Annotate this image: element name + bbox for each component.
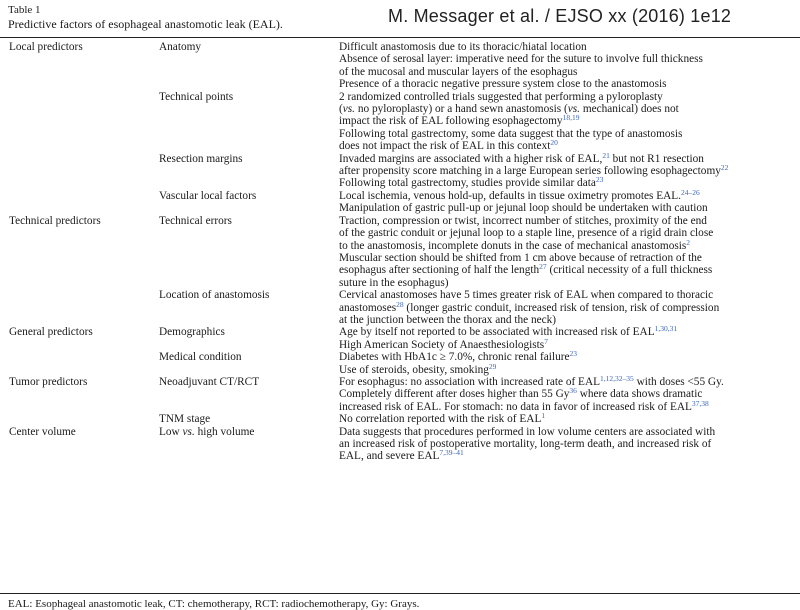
predictor-category-cell <box>0 289 159 301</box>
predictor-category-cell: General predictors <box>9 326 93 339</box>
table-row <box>0 53 800 65</box>
text-run: to the anastomosis, incomplete donuts in the case of mechanical anastomosis <box>339 239 687 252</box>
table-row <box>0 450 800 462</box>
description-cell <box>339 177 800 189</box>
table-row <box>0 413 800 425</box>
table-row <box>0 351 800 363</box>
factor-cell: Medical condition <box>159 351 242 364</box>
table-row <box>0 326 800 338</box>
reference-superscript: 23 <box>595 177 604 185</box>
table-top-rule <box>0 37 800 38</box>
factor-cell: Demographics <box>159 326 225 339</box>
factor-cell <box>159 364 339 376</box>
table-row <box>0 401 800 413</box>
table-row <box>0 252 800 264</box>
predictor-category-cell <box>0 140 159 152</box>
predictor-category-cell <box>0 103 159 115</box>
factor-cell <box>159 388 339 400</box>
predictor-category-cell <box>0 177 159 189</box>
text-run: high volume <box>194 425 255 438</box>
factor-cell: Vascular local factors <box>159 189 257 202</box>
factor-cell <box>159 426 339 438</box>
factor-cell <box>159 240 339 252</box>
text-run: esophagus after sectioning of half the length <box>339 264 540 277</box>
italic-text: vs. <box>567 103 580 116</box>
description-cell <box>339 153 800 165</box>
predictor-category-cell <box>0 252 159 264</box>
table-row <box>0 202 800 214</box>
description-cell: Cervical anastomoses have 5 times greater risk of EAL when compared to thoracic <box>339 289 714 302</box>
predictor-category-cell <box>0 165 159 177</box>
text-run: Age by itself not reported to be associated with increased risk of EAL <box>339 326 655 339</box>
predictor-category-cell <box>0 302 159 314</box>
predictor-category-cell <box>0 128 159 140</box>
text-run: ( <box>339 103 343 116</box>
text-run: does not impact the risk of EAL in this context <box>339 140 551 153</box>
factor-cell <box>159 401 339 413</box>
description-cell <box>339 376 800 388</box>
table-row <box>0 41 800 53</box>
predictor-category-cell <box>0 339 159 351</box>
description-cell: Traction, compression or twist, incorrect number of stitches, proximity of the end <box>339 214 707 227</box>
reference-superscript: 1,12,32–35 <box>600 375 634 383</box>
italic-text: vs. <box>342 103 356 116</box>
factor-cell <box>159 314 339 326</box>
reference-superscript: 36 <box>569 388 577 396</box>
predictor-category-cell <box>0 314 159 326</box>
description-cell <box>339 364 800 376</box>
table-row <box>0 314 800 326</box>
table-row <box>0 376 800 388</box>
factor-cell <box>159 252 339 264</box>
text-run: Low <box>159 425 183 438</box>
description-cell <box>339 401 800 413</box>
table-row <box>0 388 800 400</box>
factor-cell <box>159 103 339 115</box>
text-run: Completely different after doses higher than 55 Gy <box>339 388 570 401</box>
predictor-category-cell <box>0 351 159 363</box>
description-cell: 2 randomized controlled trials suggested that performing a pyloroplasty <box>339 90 663 103</box>
description-cell <box>339 264 800 276</box>
description-cell: Muscular section should be shifted from 1 cm above because of retraction of the <box>339 251 702 264</box>
description-cell: an increased risk of postoperative mortality, long-term death, and increased risk of <box>339 438 712 450</box>
description-cell: of the mucosal and muscular layers of the esophagus <box>339 65 578 78</box>
reference-superscript: 7 <box>544 338 548 346</box>
description-cell: Presence of a thoracic negative pressure system close to the anastomosis <box>339 78 667 91</box>
text-run: no pyloroplasty) or a hand sewn anastomosis ( <box>355 103 568 116</box>
factor-cell <box>159 66 339 78</box>
factor-cell <box>159 202 339 214</box>
table-row <box>0 438 800 450</box>
predictor-category-cell <box>0 413 159 425</box>
reference-superscript: 24–26 <box>680 189 700 197</box>
predictor-category-cell <box>0 401 159 413</box>
text-run: High American Society of Anaesthesiologists <box>339 338 545 351</box>
description-cell: Absence of serosal layer: imperative need for the suture to involve full thickness <box>339 53 703 66</box>
description-cell <box>339 140 800 152</box>
description-cell: Data suggests that procedures performed in low volume centers are associated with <box>339 425 716 438</box>
description-cell: Manipulation of gastric pull-up or jejunal loop should be undertaken with caution <box>339 202 708 215</box>
factor-cell <box>159 165 339 177</box>
table-row <box>0 190 800 202</box>
journal-header: M. Messager et al. / EJSO xx (2016) 1e12 <box>388 6 732 26</box>
factor-cell: TNM stage <box>159 413 211 426</box>
reference-superscript: 29 <box>488 363 497 371</box>
description-cell <box>339 351 800 363</box>
text-run: impact the risk of EAL following esophagectomy <box>339 115 563 128</box>
table-row <box>0 277 800 289</box>
table-row <box>0 153 800 165</box>
description-cell: Following total gastrectomy, some data suggest that the type of anastomosis <box>339 127 683 140</box>
factor-cell: Technical points <box>159 90 234 103</box>
description-cell <box>339 103 800 115</box>
factor-cell <box>159 115 339 127</box>
predictor-category-cell <box>0 190 159 202</box>
description-cell <box>339 115 800 127</box>
factor-cell: Anatomy <box>159 41 202 53</box>
reference-superscript: 21 <box>602 152 610 160</box>
text-run: increased risk of EAL. For stomach: no data in favor of increased risk of EAL <box>339 400 692 413</box>
predictor-category-cell <box>0 438 159 450</box>
text-run: Invaded margins are associated with a higher risk of EAL, <box>339 152 603 165</box>
predictor-category-cell <box>0 364 159 376</box>
description-cell <box>339 240 800 252</box>
reference-superscript: 1,30,31 <box>654 326 678 334</box>
factor-cell <box>159 277 339 289</box>
predictor-category-cell <box>0 66 159 78</box>
factor-cell <box>159 438 339 450</box>
factor-cell <box>159 264 339 276</box>
factor-cell <box>159 177 339 189</box>
text-run: EAL, and severe EAL <box>339 450 440 463</box>
text-run: Diabetes with HbA1c ≥ 7.0%, chronic renal failure <box>339 351 570 364</box>
reference-superscript: 27 <box>539 264 547 272</box>
predictor-category-cell: Local predictors <box>9 41 83 53</box>
table-row <box>0 215 800 227</box>
text-run: (critical necessity of a full thickness <box>546 264 713 277</box>
text-run: after propensity score matching in a large European series following esophagectomy <box>339 165 721 178</box>
description-cell <box>339 388 800 400</box>
description-cell: of the gastric conduit or jejunal loop to a staple line, presence of a rigid drain close <box>339 227 714 240</box>
factor-cell <box>159 227 339 239</box>
description-cell <box>339 339 800 351</box>
reference-superscript: 23 <box>569 351 577 359</box>
text-run: Following total gastrectomy, studies provide similar data <box>339 177 596 190</box>
table-row <box>0 140 800 152</box>
description-cell <box>339 326 800 338</box>
reference-superscript: 20 <box>550 140 558 148</box>
table-row <box>0 66 800 78</box>
italic-text: vs. <box>182 425 195 438</box>
predictor-category-cell <box>0 227 159 239</box>
factor-cell <box>159 128 339 140</box>
text-run: Use of steroids, obesity, smoking <box>339 363 489 376</box>
reference-superscript: 2 <box>686 239 691 247</box>
description-cell <box>339 165 800 177</box>
table-row <box>0 91 800 103</box>
table-body <box>0 41 800 463</box>
table-row <box>0 128 800 140</box>
description-cell <box>339 302 800 314</box>
factor-cell: Technical errors <box>159 214 232 227</box>
text-run: where data shows dramatic <box>576 388 703 401</box>
reference-superscript: 22 <box>720 165 729 173</box>
text-run: mechanical) does not <box>580 103 679 116</box>
predictor-category-cell <box>0 264 159 276</box>
text-run: No correlation reported with the risk of EAL <box>339 413 542 426</box>
predictor-category-cell <box>0 53 159 65</box>
description-cell: Difficult anastomosis due to its thoracic/hiatal location <box>339 41 587 53</box>
text-run: anastomoses <box>339 301 397 314</box>
predictor-category-cell <box>0 388 159 400</box>
predictor-category-cell: Tumor predictors <box>9 375 88 388</box>
predictor-category-cell: Center volume <box>9 425 76 438</box>
table-row <box>0 264 800 276</box>
table-row <box>0 227 800 239</box>
reference-superscript: 1 <box>541 413 546 421</box>
table-row <box>0 240 800 252</box>
factor-cell: Neoadjuvant CT/RCT <box>159 375 260 388</box>
text-run: but not R1 resection <box>609 152 704 165</box>
reference-superscript: 28 <box>396 301 404 309</box>
text-run: For esophagus: no association with increased rate of EAL <box>339 375 601 388</box>
factor-cell <box>159 339 339 351</box>
factor-cell <box>159 78 339 90</box>
description-cell: at the junction between the thorax and the neck) <box>339 313 557 326</box>
table-bottom-rule <box>0 593 800 594</box>
table-row <box>0 78 800 90</box>
table-row <box>0 177 800 189</box>
predictor-category-cell <box>0 153 159 165</box>
factor-cell: Resection margins <box>159 152 243 165</box>
table-caption: Predictive factors of esophageal anastomotic leak (EAL). <box>8 17 283 31</box>
factor-cell <box>159 302 339 314</box>
table-footnote: EAL: Esophageal anastomotic leak, CT: chemotherapy, RCT: radiochemotherapy, Gy: Grays. <box>8 598 420 610</box>
predictor-category-cell: Technical predictors <box>9 214 101 227</box>
table-row <box>0 364 800 376</box>
description-cell <box>339 413 800 425</box>
table-row <box>0 115 800 127</box>
factor-cell <box>159 450 339 462</box>
description-cell <box>339 450 800 462</box>
description-cell <box>339 190 800 202</box>
predictor-category-cell <box>0 91 159 103</box>
description-cell: suture in the esophagus) <box>339 276 449 289</box>
predictor-category-cell <box>0 202 159 214</box>
table-row <box>0 165 800 177</box>
reference-superscript: 18,19 <box>562 115 580 123</box>
predictor-category-cell <box>0 240 159 252</box>
reference-superscript: 37,38 <box>691 400 709 408</box>
factor-cell: Location of anastomosis <box>159 289 270 302</box>
predictor-category-cell <box>0 115 159 127</box>
table-row <box>0 426 800 438</box>
table-row <box>0 339 800 351</box>
predictor-category-cell <box>0 450 159 462</box>
table-row <box>0 289 800 301</box>
text-run: with doses <55 Gy. <box>633 375 724 388</box>
table-row <box>0 103 800 115</box>
factor-cell <box>159 53 339 65</box>
reference-superscript: 7,39–41 <box>439 450 464 458</box>
text-run: Local ischemia, venous hold-up, defaults in tissue oximetry promotes EAL. <box>339 189 681 202</box>
predictor-category-cell <box>0 78 159 90</box>
predictor-category-cell <box>0 277 159 289</box>
factor-cell <box>159 140 339 152</box>
text-run: (longer gastric conduit, increased risk of tension, risk of compression <box>403 301 720 314</box>
table-label: Table 1 <box>8 4 41 16</box>
table-row <box>0 302 800 314</box>
